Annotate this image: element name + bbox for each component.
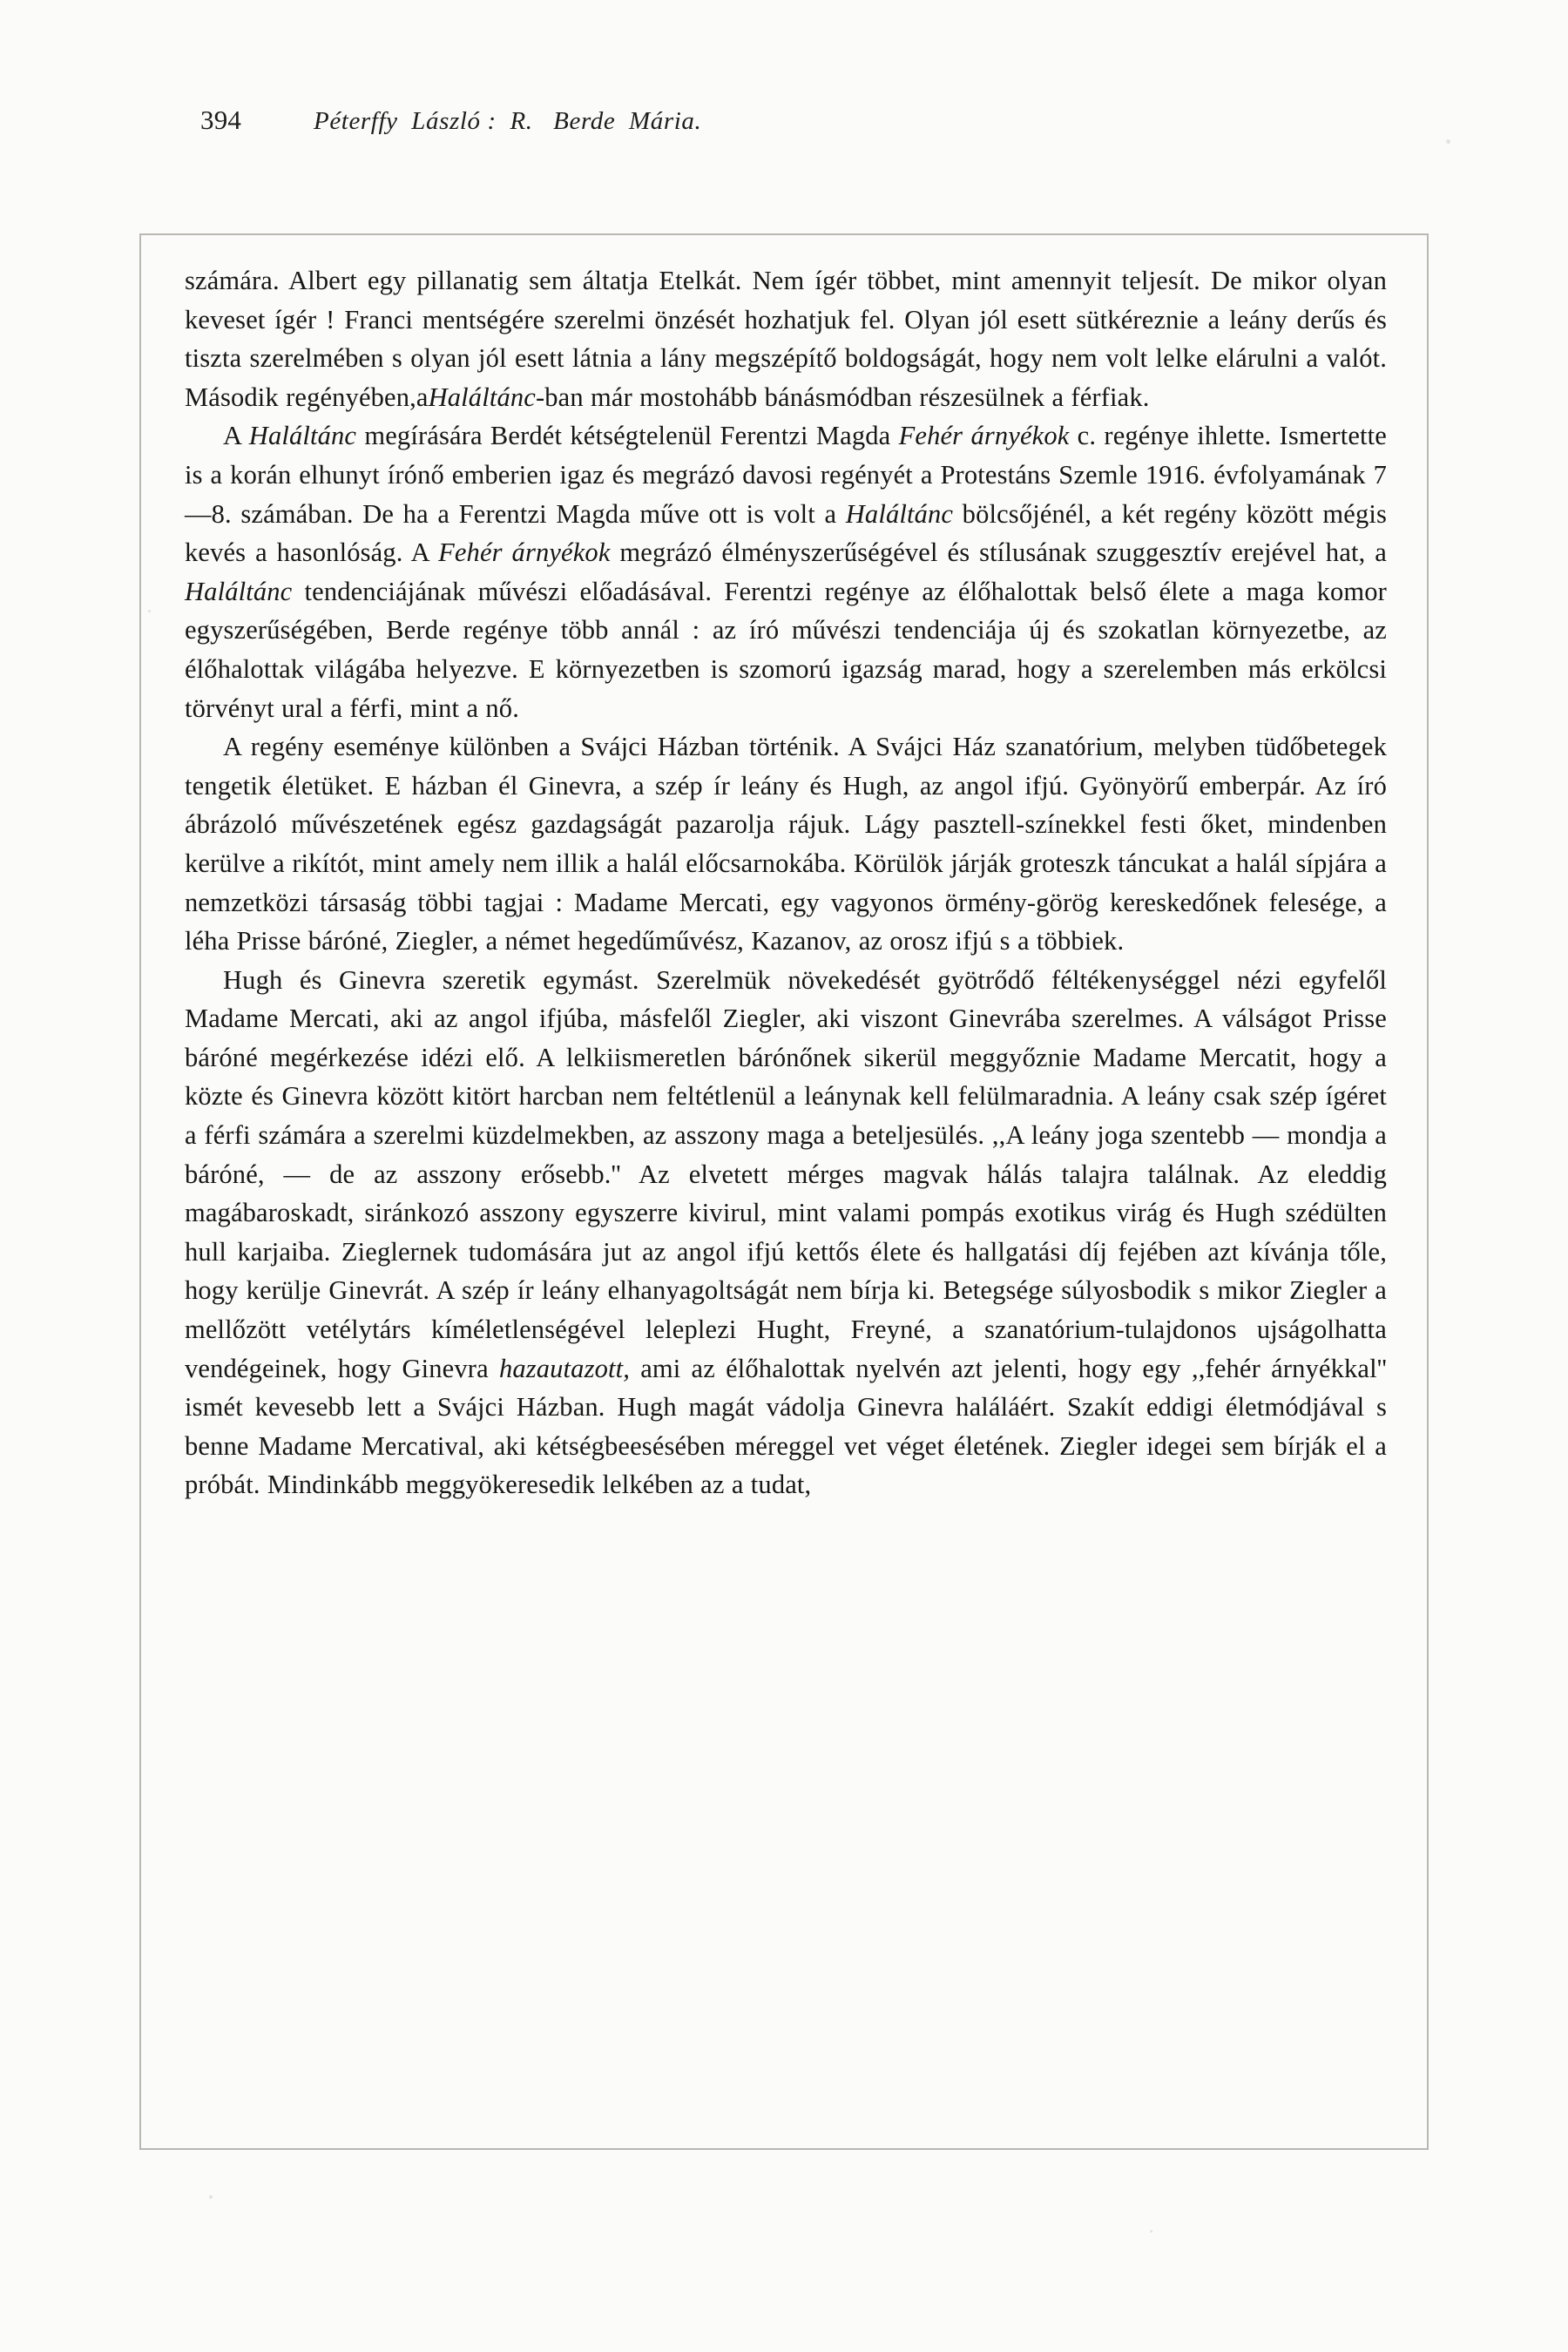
- emphasis-text: Haláltánc: [248, 421, 357, 451]
- text-run: ami az élőhalottak nyelvén azt jelenti, hogy egy ,,fehér árnyékkal'' ismét kevesebb lett a Svájci Házban. Hugh magát vádolja Ginevra haláláért. Szakít eddigi életmódjával s benne Madame Mercatival, aki kétségbeesésében méreggel vet véget életének. Ziegler idegei sem bírják el a próbát. Mindinkább meggyökeresedik lelkében az a tudat,: [185, 1353, 1387, 1500]
- paragraph: [185, 727, 1387, 961]
- emphasis-text: Haláltánc: [845, 498, 954, 529]
- page-header: [131, 105, 1437, 136]
- text-run: c. regénye ihlette. Ismertette is a korán elhunyt írónő emberien igaz és megrázó davosi regényét a Protestáns Szemle 1916. évfolyamának 7—8. számában. De ha a Ferentzi Magda műve ott is volt a: [185, 421, 1387, 529]
- text-run: megrázó élményszerűségével és stílusának szuggesztív erejével hat, a: [610, 537, 1387, 568]
- paragraph: [185, 416, 1387, 727]
- emphasis-text: Haláltánc: [185, 576, 293, 606]
- text-run: bölcsőjénél, a két regény között mégis kevés a hasonlóság. A: [185, 498, 1387, 568]
- running-head: Péterffy László : R. Berde Mária.: [314, 107, 702, 135]
- page-header-area: [131, 105, 1437, 188]
- text-run: tendenciájának művészi előadásával. Ferentzi regénye az élőhalottak belső élete a maga komor egyszerűségében, Berde regénye több annál : az író művészi tendenciája új és szokatlan környezetbe, az élőhalottak világába helyezve. E környezetben is szomorú igazság marad, hogy a szerelemben más erkölcsi törvényt ural a férfi, mint a nő.: [185, 576, 1387, 723]
- text-run: számára. Albert egy pillanatig sem áltatja Etelkát. Nem ígér többet, mint amennyit teljesít. De mikor olyan keveset ígér ! Franci mentségére szerelmi önzését hozhatjuk fel. Olyan jól esett sütkéreznie a leány derűs és tiszta szerelmében s olyan jól esett látnia a lány megszépítő boldogságát, hogy nem volt lelke elárulni a valót. Második regényében,a: [185, 266, 1387, 412]
- body-text: [185, 261, 1387, 1504]
- paragraph: [185, 261, 1387, 416]
- text-run: A: [223, 421, 249, 451]
- text-run: megírására Berdét kétségtelenül Ferentzi Magda: [356, 421, 899, 451]
- border-rule-bottom: [139, 2148, 1429, 2150]
- border-rule-right: [1427, 233, 1429, 2150]
- emphasis-text: Fehér árnyékok: [898, 421, 1070, 451]
- emphasis-text: hazautazott,: [498, 1353, 631, 1383]
- paragraph: [185, 961, 1387, 1504]
- border-rule-top: [139, 233, 1429, 235]
- border-rule-left: [139, 233, 141, 2150]
- text-run: Hugh és Ginevra szeretik egymást. Szerelmük növekedését gyötrődő féltékenységgel nézi egyfelől Madame Mercati, aki az angol ifjúba, másfelől Ziegler, aki viszont Ginevrába szerelmes. A válságot Prisse báróné megérkezése idézi elő. A lelkiismeretlen bárónőnek sikerül meggyőznie Madame Mercatit, hogy a közte és Ginevra között kitört harcban nem feltétlenül a leánynak kell felülmaradnia. A leány csak szép ígéret a férfi számára a szerelmi küzdelmekben, az asszony maga a beteljesülés. ,,A leány joga szentebb — mondja a báróné, — de az asszony erősebb.'' Az elvetett mérges magvak hálás talajra találnak. Az eleddig magábaroskadt, siránkozó asszony egyszerre kivirul, mint valami pompás exotikus virág és Hugh szédülten hull karjaiba. Zieglernek tudomására jut az angol ifjú kettős élete és hallgatási díj fejében azt kívánja tőle, hogy kerülje Ginevrát. A szép ír leány elhanyagoltságát nem bírja ki. Betegsége súlyosbodik s mikor Ziegler a mellőzött vetélytárs kíméletlenségével leleplezi Hught, Freyné, a szanatórium-tulajdonos ujságolhatta vendégeinek, hogy Ginevra: [185, 964, 1387, 1383]
- text-run: A regény eseménye különben a Svájci Házban történik. A Svájci Ház szanatórium, melyben tüdőbetegek tengetik életüket. E házban él Ginevra, a szép ír leány és Hugh, az angol ifjú. Gyönyörű emberpár. Az író ábrázoló művészetének egész gazdagságát pazarolja rájuk. Lágy pasztell-színekkel festi őket, mindenben kerülve a rikítót, mint amely nem illik a halál előcsarnokába. Körülök járják groteszk táncukat a halál sípjára a nemzetközi társaság többi tagjai : Madame Mercati, egy vagyonos örmény-görög kereskedőnek felesége, a léha Prisse báróné, Ziegler, a német hegedűművész, Kazanov, az orosz ifjú s a többiek.: [185, 732, 1387, 956]
- emphasis-text: Haláltánc: [428, 382, 536, 412]
- emphasis-text: Fehér árnyékok: [438, 537, 611, 568]
- text-run: -ban már mostohább bánásmódban részesülnek a férfiak.: [535, 382, 1150, 412]
- page-number: 394: [200, 105, 242, 135]
